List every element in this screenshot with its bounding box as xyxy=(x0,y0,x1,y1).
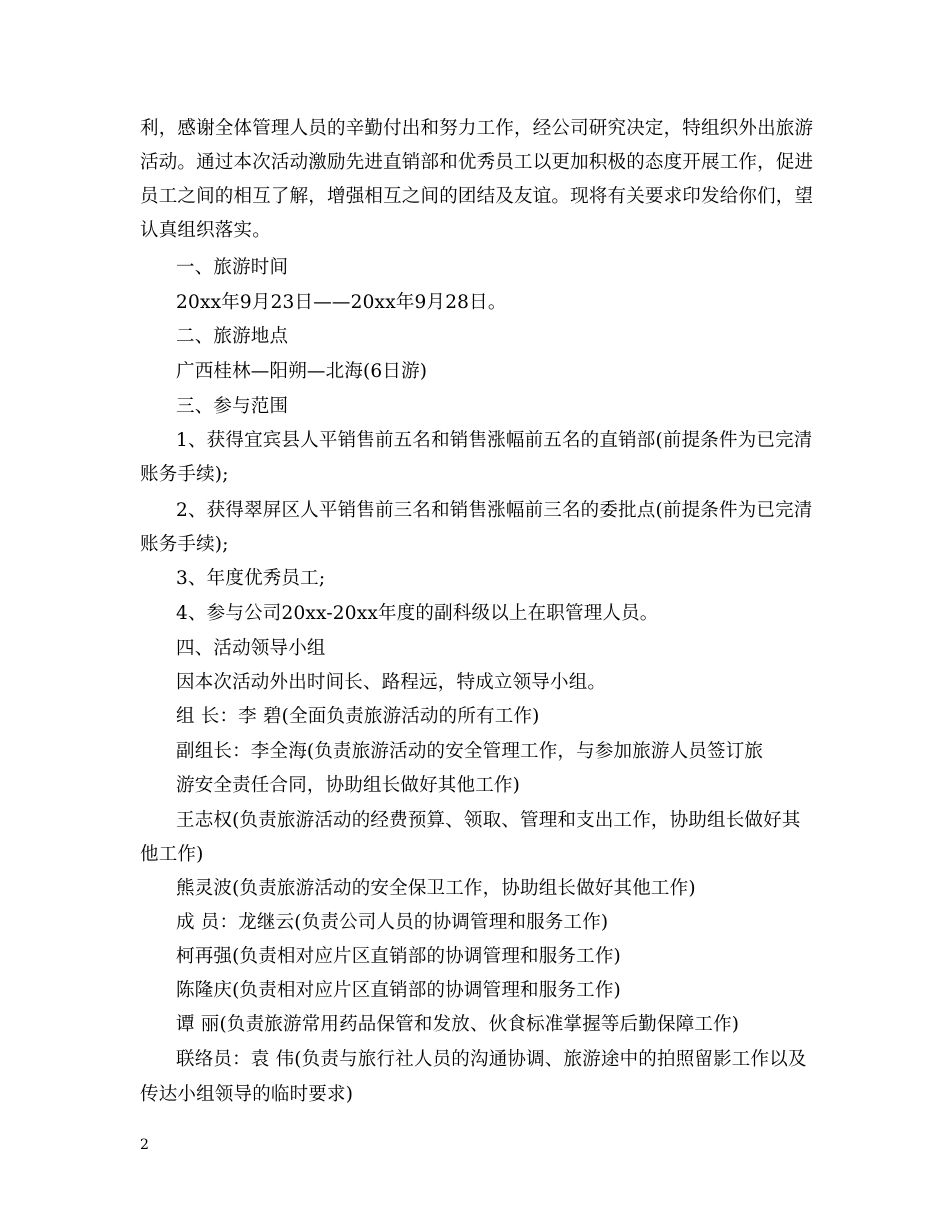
body-text-line: 账务手续); xyxy=(140,464,229,485)
section-heading-participants: 三、参与范围 xyxy=(176,396,289,417)
body-text-line: 陈隆庆(负责相对应片区直销部的协调管理和服务工作) xyxy=(176,980,621,1001)
page-number: 2 xyxy=(140,1137,149,1153)
body-text-line: 广西桂林—阳朔—北海(6日游) xyxy=(176,361,428,382)
body-text-line: 王志权(负责旅游活动的经费预算、领取、管理和支出工作，协助组长做好其 xyxy=(176,810,801,831)
body-text-line: 活动。通过本次活动激励先进直销部和优秀员工以更加积极的态度开展工作，促进 xyxy=(140,152,814,173)
body-text-line: 他工作) xyxy=(140,844,204,865)
body-text-line: 成 员：龙继云(负责公司人员的协调管理和服务工作) xyxy=(176,912,609,933)
body-text-line: 组 长：李 碧(全面负责旅游活动的所有工作) xyxy=(176,706,540,727)
body-text-line: 认真组织落实。 xyxy=(140,220,271,241)
body-text-line: 传达小组领导的临时要求) xyxy=(140,1084,354,1105)
section-heading-travel-location: 二、旅游地点 xyxy=(176,326,289,347)
body-text-line: 利，感谢全体管理人员的辛勤付出和努力工作，经公司研究决定，特组织外出旅游 xyxy=(140,118,814,139)
section-heading-travel-time: 一、旅游时间 xyxy=(176,257,289,278)
body-text-line: 账务手续); xyxy=(140,534,229,555)
body-text-line: 熊灵波(负责旅游活动的安全保卫工作，协助组长做好其他工作) xyxy=(176,878,696,899)
body-text-line: 3、年度优秀员工; xyxy=(176,568,326,589)
body-text-line: 1、获得宜宾县人平销售前五名和销售涨幅前五名的直销部(前提条件为已完清 xyxy=(176,430,813,451)
body-text-line: 员工之间的相互了解，增强相互之间的团结及友谊。现将有关要求印发给你们，望 xyxy=(140,186,814,207)
body-text-line: 2、获得翠屏区人平销售前三名和销售涨幅前三名的委批点(前提条件为已完清 xyxy=(176,500,813,521)
body-text-line: 柯再强(负责相对应片区直销部的协调管理和服务工作) xyxy=(176,946,621,967)
body-text-line: 因本次活动外出时间长、路程远，特成立领导小组。 xyxy=(176,672,607,693)
body-text-line: 20xx年9月23日——20xx年9月28日。 xyxy=(176,292,507,313)
body-text-line: 游安全责任合同，协助组长做好其他工作) xyxy=(176,775,521,796)
body-text-line: 谭 丽(负责旅游常用药品保管和发放、伙食标准掌握等后勤保障工作) xyxy=(176,1014,740,1035)
body-text-line: 4、参与公司20xx-20xx年度的副科级以上在职管理人员。 xyxy=(176,603,659,624)
body-text-line: 联络员：袁 伟(负责与旅行社人员的沟通协调、旅游途中的拍照留影工作以及 xyxy=(176,1049,807,1070)
body-text-line: 副组长：李全海(负责旅游活动的安全管理工作，与参加旅游人员签订旅 xyxy=(176,741,764,762)
section-heading-leadership-group: 四、活动领导小组 xyxy=(176,638,326,659)
